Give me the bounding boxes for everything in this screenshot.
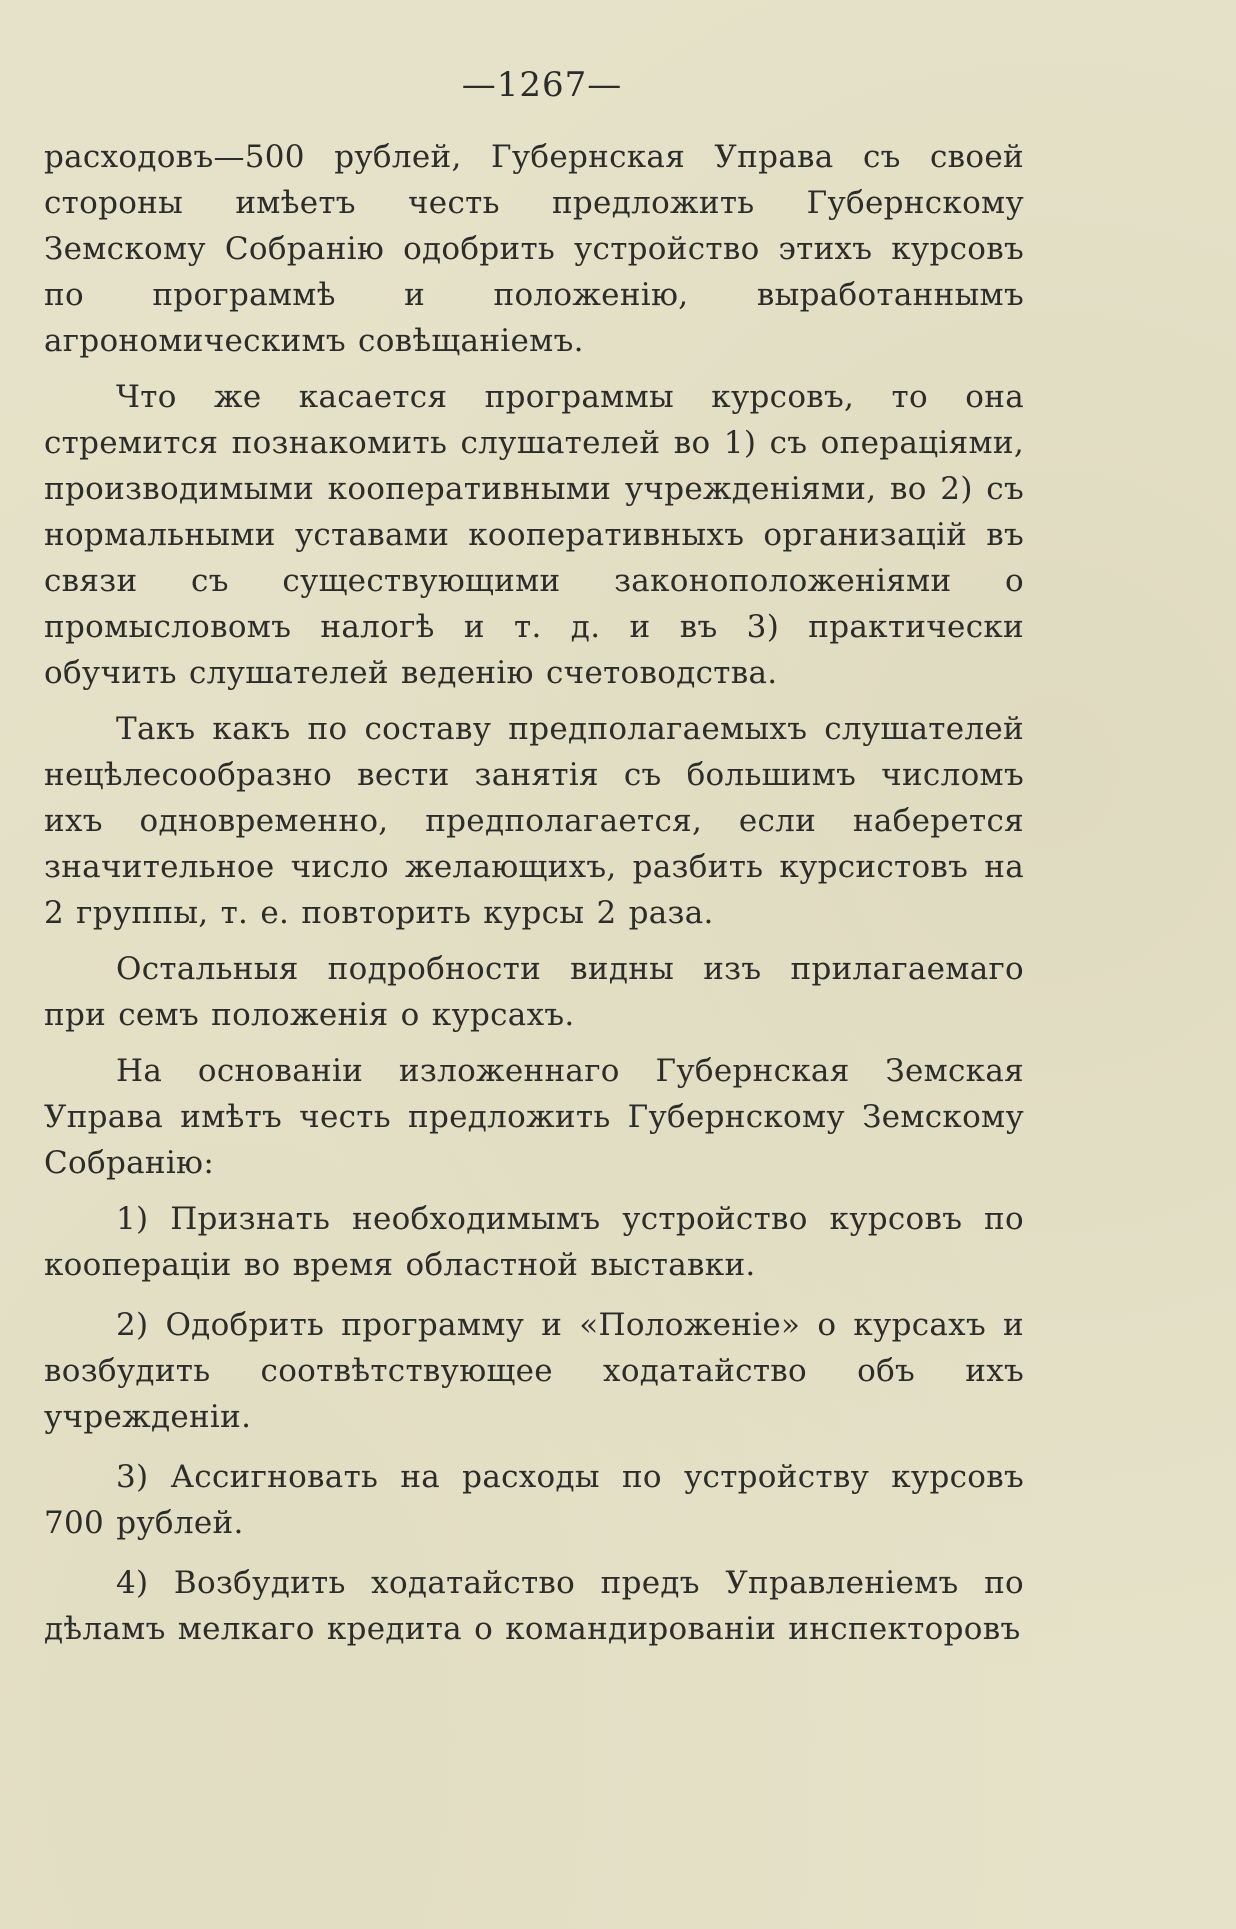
paragraph-3: Такъ какъ по составу предполагаемыхъ слушателей нецѣлесообразно вести занятія съ большимъ числомъ ихъ одновременно, предполагается, если наберется значительное число желающихъ, разбить курсистовъ на 2 группы, т. е. повторить курсы 2 раза. <box>44 711 1024 931</box>
list-item-3: 3) Ассигновать на расходы по устройству курсовъ 700 рублей. <box>44 1459 1024 1541</box>
list-item-2: 2) Одобрить программу и «Положеніе» о курсахъ и возбудить соотвѣтствующее ходатайство объ ихъ учрежденіи. <box>44 1307 1024 1435</box>
list-item-1: 1) Признать необходимымъ устройство курсовъ по коопераціи во время областной выставки. <box>44 1201 1024 1283</box>
paragraph-4: Остальныя подробности видны изъ прилагаемаго при семъ положенія о курсахъ. <box>44 951 1024 1033</box>
paragraph-2: Что же касается программы курсовъ, то она стремится познакомить слушателей во 1) съ операціями, производимыми кооперативными учрежденіями, во 2) съ нормальными уставами кооперативныхъ организацій въ связи съ существующими законоположеніями о промысловомъ налогѣ и т. д. и въ 3) практически обучить слушателей веденію счетоводства. <box>44 379 1024 691</box>
page-number: —1267— <box>461 65 623 105</box>
paragraph-5: На основаніи изложеннаго Губернская Земская Управа имѣтъ честь предложить Губернскому Земскому Собранію: <box>44 1053 1024 1181</box>
document-page <box>44 64 1024 1666</box>
list-item-4: 4) Возбудить ходатайство предъ Управленіемъ по дѣламъ мелкаго кредита о командированіи инспекторовъ <box>44 1565 1024 1647</box>
paragraph-1: расходовъ—500 рублей, Губернская Управа съ своей стороны имѣетъ честь предложить Губернскому Земскому Собранію одобрить устройство этихъ курсовъ по программѣ и положенію, выработаннымъ агрономическимъ совѣщаніемъ. <box>44 139 1024 359</box>
